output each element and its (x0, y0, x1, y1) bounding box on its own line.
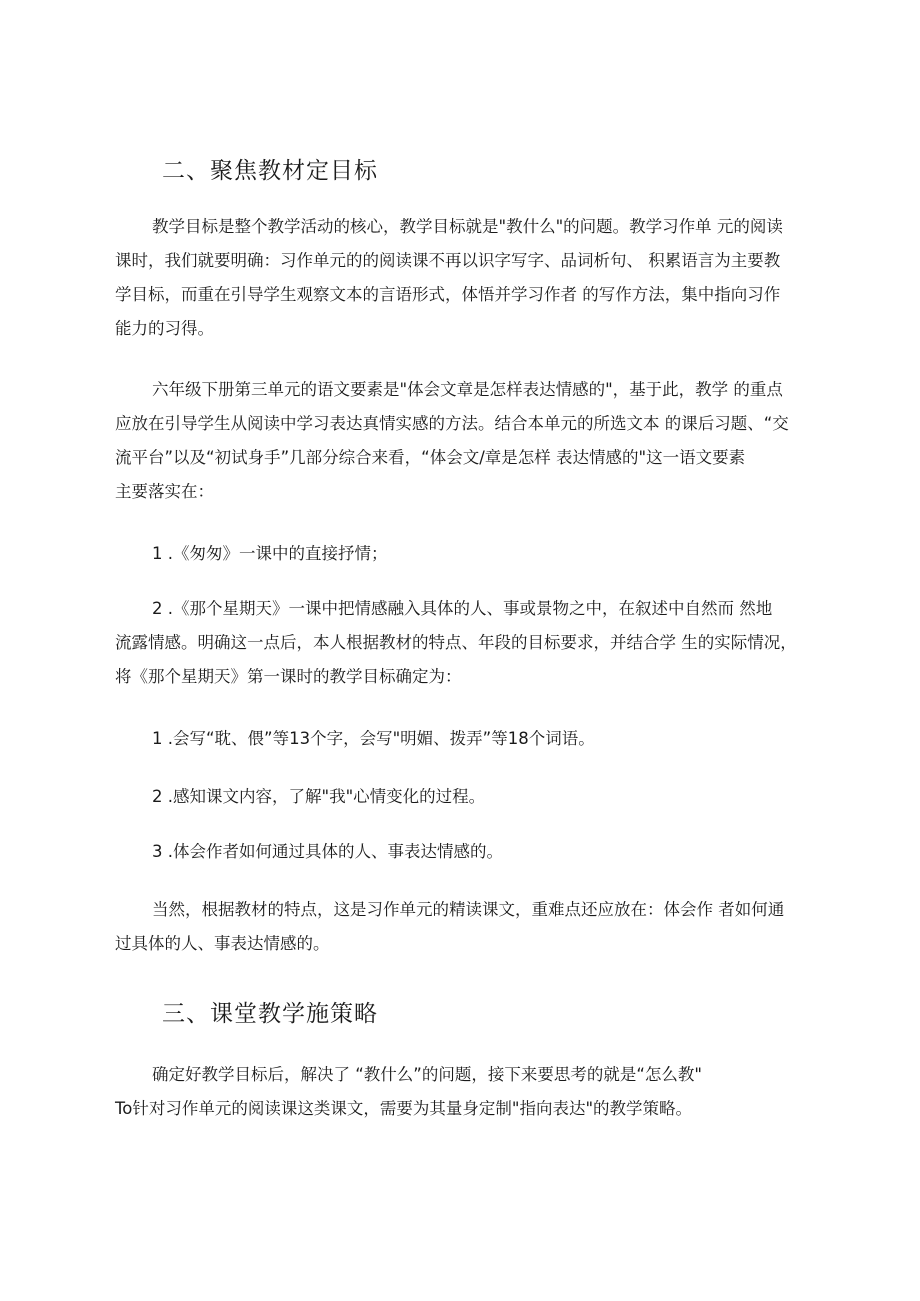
goal-item-1: 1 .会写“耽、偎”等13个字，会写"明媚、拨弄”等18个词语。 (152, 729, 595, 748)
paragraph-teaching-goal (115, 210, 815, 346)
paragraph-line: To针对习作单元的阅读课这类课文，需要为其量身定制"指向表达"的教学策略。 (115, 1099, 693, 1118)
paragraph-line: 当然，根据教材的特点，这是习作单元的精读课文，重难点还应放在：体会作 者如何通 (152, 900, 785, 919)
paragraph-key-difficulty (115, 893, 815, 961)
paragraph-line: 流露情感。明确这一点后，本人根据教材的特点、年段的目标要求，并结合学 生的实际情况， (115, 633, 797, 652)
paragraph-that-sunday (115, 592, 815, 694)
paragraph-line: 确定好教学目标后，解决了 “教什么”的问题，接下来要思考的就是“怎么教" (152, 1065, 702, 1084)
paragraph-line: 学目标，而重在引导学生观察文本的言语形式，体悟并学习作者 的写作方法，集中指向习作 (115, 285, 781, 304)
goal-item-2: 2 .感知课文内容，了解"我"心情变化的过程。 (152, 787, 486, 806)
section-heading-3: 三、课堂教学施策略 (162, 1001, 378, 1027)
paragraph-unit-elements (115, 373, 815, 509)
paragraph-line: 六年级下册第三单元的语文要素是"体会文章是怎样表达情感的"，基于此，教学 的重点 (152, 380, 783, 399)
paragraph-line: 应放在引导学生从阅读中学习表达真情实感的方法。结合本单元的所选文本 的课后习题、“交 (115, 414, 789, 433)
paragraph-line: 流平台”以及“初试身手”几部分综合来看，“体会文/章是怎样 表达情感的"这一语文要素 (115, 448, 746, 467)
paragraph-line: 2 .《那个星期天》一课中把情感融入具体的人、事或景物之中，在叙述中自然而 然地 (152, 599, 773, 618)
paragraph-line: 课时，我们就要明确：习作单元的的阅读课不再以识字写字、品词析句、 积累语言为主要教 (115, 251, 781, 270)
paragraph-line: 过具体的人、事表达情感的。 (115, 934, 330, 953)
paragraph-line: 将《那个星期天》第一课时的教学目标确定为： (115, 667, 462, 686)
list-item-congcong: 1 .《匆匆》一课中的直接抒情； (152, 544, 388, 563)
paragraph-line: 主要落实在： (115, 482, 214, 501)
paragraph-strategy (115, 1058, 815, 1126)
section-heading-2: 二、聚焦教材定目标 (162, 158, 378, 184)
paragraph-line: 教学目标是整个教学活动的核心，教学目标就是"教什么"的问题。教学习作单 元的阅读 (152, 217, 783, 236)
goal-item-3: 3 .体会作者如何通过具体的人、事表达情感的。 (152, 842, 503, 861)
paragraph-line: 能力的习得。 (115, 319, 214, 338)
